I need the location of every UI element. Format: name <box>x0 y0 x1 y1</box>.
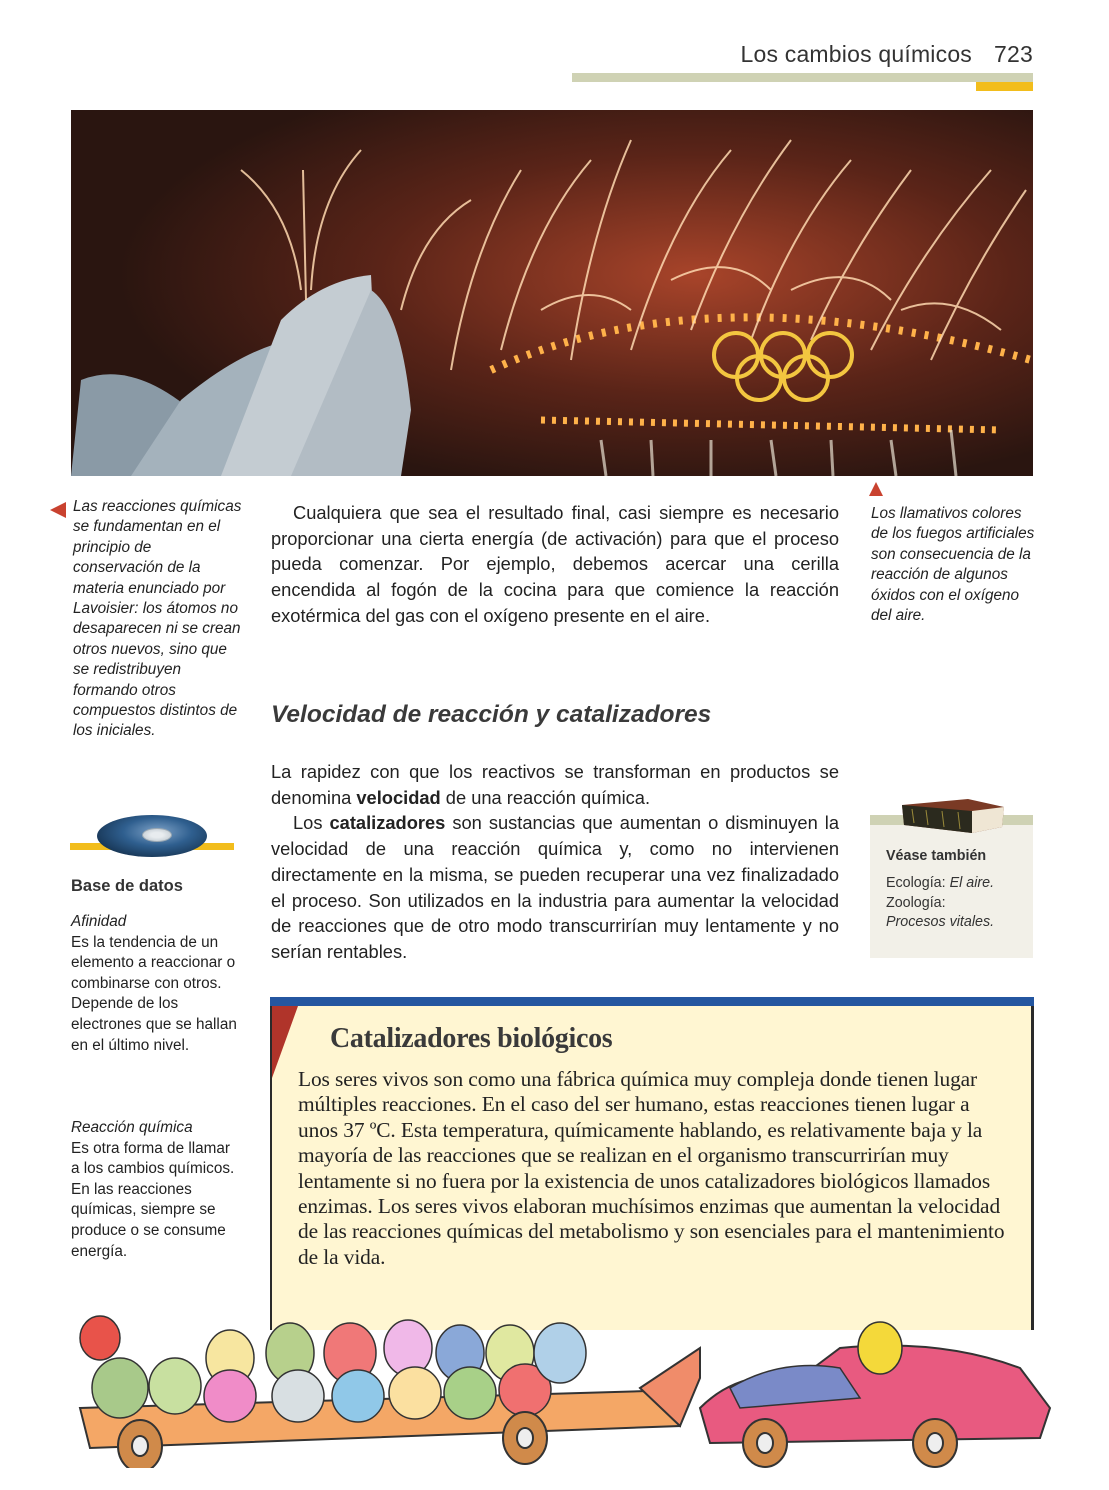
see-also-link[interactable]: Procesos vitales. <box>886 914 995 930</box>
database-entry <box>71 1118 241 1262</box>
fireworks-photo <box>71 110 1033 476</box>
see-also-title: Véase también <box>886 848 987 864</box>
book-icon <box>898 797 1006 833</box>
database-entry <box>71 912 241 1056</box>
feature-box-top-rule <box>270 997 1034 1006</box>
catalyst-paragraph: Los catalizadores son sustancias que aumentan o disminuyen la velocidad de una reacción química y, como no intervienen directamente en la misma, se pueden recuperar una vez finalizadado el proceso. Son utilizados en la industria para aumentar la velocidad de reacciones que de otro modo transcurrirían muy lentamente y no serían rentables. <box>271 812 839 962</box>
cd-hub-icon <box>142 828 172 842</box>
database-definition: Es otra forma de llamar a los cambios químicos. En las reacciones químicas, siempre se produce o se consume energía. <box>71 1139 235 1260</box>
caption-pointer-up-icon <box>869 482 883 496</box>
see-also-item: Ecología: El aire. <box>886 875 995 891</box>
caption-pointer-left-icon <box>50 502 66 518</box>
photo-caption-right: Los llamativos colores de los fuegos artificiales son consecuencia de la reacción de algunos óxidos con el oxígeno del aire. <box>871 505 1035 625</box>
section-heading: Velocidad de reacción y catalizadores <box>271 701 712 728</box>
cartoon-car-icon <box>40 1308 1060 1468</box>
database-term: Reacción química <box>71 1119 193 1136</box>
header-accent-rule <box>976 82 1033 91</box>
database-definition: Es la tendencia de un elemento a reaccionar o combinarse con otros. Depende de los electrones que se hallan en el último nivel. <box>71 933 237 1054</box>
enzyme-car-illustration <box>40 1308 1060 1468</box>
section-body <box>271 759 839 965</box>
feature-box-title: Catalizadores biológicos <box>330 1023 613 1054</box>
intro-paragraph: Cualquiera que sea el resultado final, casi siempre es necesario proporcionar una cierta energía (de activación) para que el proceso pueda comenzar. Por ejemplo, debemos acercar una cerilla encendida al fogón de la cocina para que comience la reacción exotérmica del gas con el oxígeno presente en el aire. <box>271 502 839 626</box>
header-rule <box>572 73 1033 82</box>
feature-box-text: Los seres vivos son como una fábrica química muy compleja donde tienen lugar múltiples reacciones. En el caso del ser humano, estas reacciones tienen lugar a unos 37 ºC. Esta temperatura, químicamente hablando, es relativamente baja y la mayoría de las reacciones que se realizan en el organismo transcurrirían muy lentamente si no fuera por la existencia de unos catalizadores biológicos llamados enzimas. Los seres vivos elaboran muchísimos enzimas que aumentan la velocidad de las reacciones químicas del metabolismo y son esenciales para el mantenimiento de la vida. <box>298 1067 1005 1269</box>
running-header <box>740 41 1033 68</box>
database-term: Afinidad <box>71 913 127 930</box>
fireworks-image-icon <box>71 110 1033 476</box>
term-velocidad: velocidad <box>356 786 441 808</box>
page-number: 723 <box>994 41 1033 67</box>
chapter-title: Los cambios químicos <box>740 41 973 67</box>
velocity-paragraph: La rapidez con que los reactivos se transforman en productos se denomina velocidad de una reacción química. <box>271 761 839 808</box>
see-also-item: Zoología: <box>886 894 946 911</box>
see-also-list <box>886 874 994 933</box>
see-also-link[interactable]: El aire. <box>949 875 995 891</box>
feature-box-corner-icon <box>272 1006 298 1078</box>
database-title: Base de datos <box>71 877 183 895</box>
photo-caption-left: Las reacciones químicas se fundamentan en el principio de conservación de la materia enunciado por Lavoisier: los átomos no desaparecen ni se crean otros nuevos, sino que se redistribuyen formando otros compuestos distintos de los iniciales. <box>73 498 242 740</box>
term-catalizadores: catalizadores <box>329 812 446 834</box>
see-also-item <box>886 913 994 933</box>
